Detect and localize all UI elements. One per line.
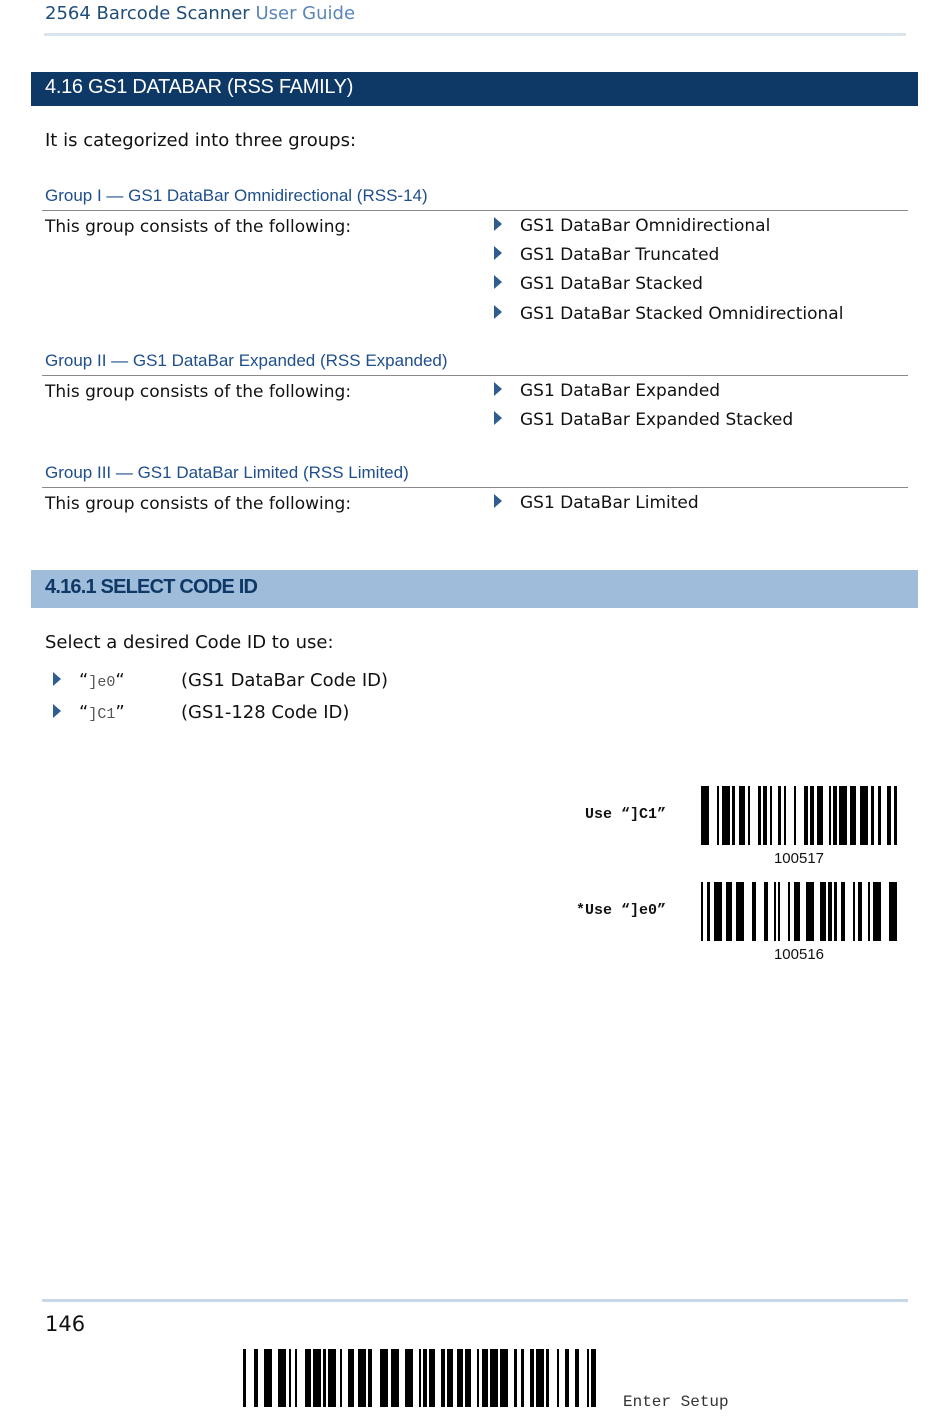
group-3-desc: This group consists of the following: [45, 494, 352, 514]
subsection-heading-text: 4.16.1 SELECT CODE ID [45, 576, 258, 598]
group-2-title: Group II — GS1 DataBar Expanded (RSS Expanded) [45, 351, 448, 370]
group-2-divider [42, 375, 908, 376]
code-id-option: “]C1” [53, 702, 125, 723]
bullet-arrow-icon [494, 382, 502, 396]
group-1-desc: This group consists of the following: [45, 217, 352, 237]
code-id-desc: (GS1 DataBar Code ID) [181, 670, 389, 691]
list-item: GS1 DataBar Expanded Stacked [494, 410, 793, 430]
bullet-arrow-icon [494, 217, 502, 231]
list-item: GS1 DataBar Stacked Omnidirectional [494, 304, 843, 324]
subsection-heading [31, 570, 918, 608]
enter-setup-label: Enter Setup [623, 1393, 729, 1411]
section-intro: It is categorized into three groups: [45, 130, 357, 151]
bullet-arrow-icon [53, 704, 61, 718]
list-item: GS1 DataBar Limited [494, 493, 699, 513]
barcode-number: 100517 [773, 850, 825, 867]
header-title: 2564 Barcode Scanner [45, 3, 250, 24]
page-number: 146 [45, 1312, 86, 1336]
page-header [45, 3, 355, 24]
group-1-title: Group I — GS1 DataBar Omnidirectional (RSS-14) [45, 186, 428, 205]
group-3-divider [42, 487, 908, 488]
section-heading [31, 72, 918, 106]
subsection-intro: Select a desired Code ID to use: [45, 632, 334, 653]
footer-divider [42, 1299, 908, 1302]
code-id-desc: (GS1-128 Code ID) [181, 702, 350, 723]
group-3-title: Group III — GS1 DataBar Limited (RSS Limited) [45, 463, 409, 482]
bullet-arrow-icon [53, 672, 61, 686]
bullet-arrow-icon [494, 246, 502, 260]
barcode-label: Use “]C1” [584, 806, 666, 823]
list-item: GS1 DataBar Omnidirectional [494, 216, 770, 236]
enter-setup-barcode[interactable] [243, 1349, 596, 1407]
code-id-option: “]e0“ [53, 670, 125, 691]
bullet-arrow-icon [494, 411, 502, 425]
header-divider [44, 33, 906, 36]
group-1-divider [42, 210, 908, 211]
barcode-image[interactable] [701, 786, 897, 845]
barcode-number: 100516 [773, 946, 825, 963]
code-id-value: ]e0 [88, 674, 116, 691]
list-item: GS1 DataBar Stacked [494, 274, 703, 294]
header-subtitle: User Guide [255, 3, 356, 24]
list-item: GS1 DataBar Truncated [494, 245, 719, 265]
bullet-arrow-icon [494, 275, 502, 289]
barcode-label: *Use “]e0” [575, 902, 666, 919]
bullet-arrow-icon [494, 305, 502, 319]
list-item: GS1 DataBar Expanded [494, 381, 720, 401]
code-id-value: ]C1 [88, 706, 116, 723]
barcode-image[interactable] [701, 882, 897, 941]
group-2-desc: This group consists of the following: [45, 382, 352, 402]
bullet-arrow-icon [494, 494, 502, 508]
section-heading-text: 4.16 GS1 DATABAR (RSS FAMILY) [45, 76, 354, 98]
